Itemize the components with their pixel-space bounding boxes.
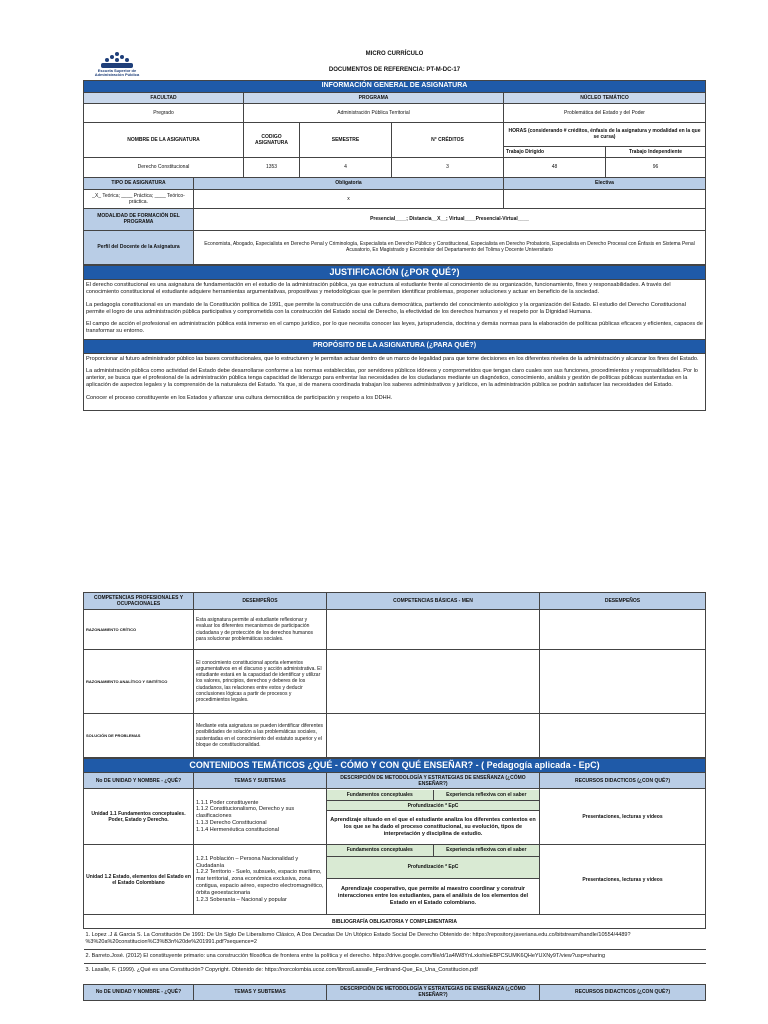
tema-item: 1.2.1 Población – Persona Nacionalidad y Ciudadanía: [196, 855, 299, 869]
unit-recursos: Presentaciones, lecturas y videos: [540, 845, 706, 915]
competencias-col-basicas: COMPETENCIAS BÁSICAS - MEN: [327, 593, 540, 610]
justificacion-title: JUSTIFICACIÓN (¿POR QUÉ?): [84, 265, 706, 279]
competencias-col-profesionales: COMPETENCIAS PROFESIONALES Y OCUPACIONALES: [84, 593, 194, 610]
perfil-label: Perfil del Docente de la Asignatura: [84, 230, 194, 264]
horas-dirigido-value: 48: [504, 157, 606, 177]
unit-temas: [194, 845, 327, 915]
bibliografia-item: 3. Lasalle, F. (1999). ¿Qué es una Constitución? Copyright. Obtenido de: https://norcolombia.ucoz.com/libros/Lassalle_Ferdinand-Que_Es_Una_Constitucion.pdf: [84, 963, 706, 984]
tipo-options: _X_ Teórica; ____ Práctica; ____ Teórico-práctica.: [84, 189, 194, 208]
bibliografia-title: BIBLIOGRAFÍA OBLIGATORIA Y COMPLEMENTARIA: [84, 915, 706, 929]
tema-item: 1.1.4 Hermenéutica constitucional: [196, 827, 279, 834]
tema-item: 1.1.2 Constitucionalismo, Derecho y sus clasificaciones: [196, 806, 295, 820]
modalidad-value: Presencial____; Distancia__X__; Virtual____Presencial-Virtual____: [194, 208, 706, 230]
section-general-title: INFORMACIÓN GENERAL DE ASIGNATURA: [84, 81, 706, 93]
competencia-desempeno: Mediante esta asignatura se pueden identificar diferentes posibilidades de solución a las problemáticas sociales, sustentadas en el conocimiento del estatuto superior y el bloque de constitucionalidad.: [194, 714, 327, 758]
competencia-row: [84, 650, 706, 714]
esap-logo-icon: [97, 51, 137, 69]
horas-label: HORAS (considerando # créditos, énfasis de la asignatura y modalidad en la que se cursa): [504, 122, 706, 146]
competencias-col-desempenos: DESEMPEÑOS: [194, 593, 327, 610]
microcurriculum-block-1: [83, 48, 706, 411]
justificacion-paragraph: El derecho constitucional es una asignatura de fundamentación en el estudio de la administración pública, ya que estructura al estudiante frente al conocimiento de su organización, funcionamiento, fines y responsabilidades. A través del conocimiento constitucional el estudiante adquiere herramientas argumentativas, propositivas y metodológicas que le permiten identificar problemas, proponer soluciones y actuar en beneficio de la sociedad.: [86, 282, 671, 296]
trabajo-dirigido-label: Trabajo Dirigido: [504, 146, 606, 157]
unit-metodologia: [327, 845, 540, 915]
contenidos-col-temas: TEMAS Y SUBTEMAS: [194, 773, 327, 789]
contenidos-col-recursos: RECURSOS DIDACTICOS (¿CON QUÉ?): [540, 773, 706, 789]
nombre-value: Derecho Constitucional: [84, 157, 244, 177]
doc-title: MICRO CURRÍCULO: [365, 51, 424, 58]
tema-item: 1.2.2 Territorio - Suelo, subsuelo, espacio marítimo, mar territorial, zona económica exclusiva, zona contigua, espacio aéreo, espectro electromagnético, órbita geoestacionaria: [196, 869, 324, 897]
programa-value: Administración Pública Territorial: [244, 103, 504, 122]
contenidos-table: [83, 758, 706, 1001]
competencia-name: RAZONAMIENTO ANALÍTICO Y SINTÉTICO: [84, 650, 194, 714]
competencia-row: [84, 610, 706, 650]
unit-recursos: Presentaciones, lecturas y videos: [540, 789, 706, 845]
creditos-label: N° CRÉDITOS: [392, 122, 504, 157]
profundizacion-label: Profundización * EpC: [327, 856, 539, 878]
competencia-name: SOLUCIÓN DE PROBLEMAS: [84, 714, 194, 758]
codigo-value: 1353: [244, 157, 300, 177]
unit-row: [84, 789, 706, 845]
unit-name: Unidad 1.1 Fundamentos conceptuales. Poder, Estado y Derecho.: [84, 789, 194, 845]
unit-name: Unidad 1.2 Estado, elementos del Estado en el Estado Colombiano: [84, 845, 194, 915]
justificacion-paragraph: El campo de acción el profesional en administración pública está inmerso en el campo jurídico, por lo que necesita conocer las leyes, jurisprudencia, doctrina y demás normas para la elaboración de políticas públicas eficaces y eficientes, capaces de transformar su entorno.: [86, 321, 703, 335]
profundizacion-label: Profundización * EpC: [327, 801, 539, 811]
tema-item: 1.2.3 Soberanía – Nacional y popular: [196, 896, 287, 903]
competencia-desempeno: El conocimiento constitucional aporta elementos argumentativos en el discurso y acción administrativa. El estudiante estará en la capacidad de identificar y utilizar los valores, principios, derechos y deberes de los ciudadanos, las relaciones entre estos y deducir conclusiones lógicas a partir de procesos y procedimientos legales.: [194, 650, 327, 714]
competencia-desempeno: Esta asignatura permite al estudiante reflexionar y evaluar los diferentes mecanismos de participación ciudadana y de protección de los derechos humanos para solucionar problemáticas sociales.: [194, 610, 327, 650]
logo-text: Escuela Superior de Administración Pública: [94, 67, 140, 77]
experiencia-label: Experiencia reflexiva con el saber: [433, 790, 539, 801]
nucleo-value: Problemática del Estado y del Poder: [504, 103, 706, 122]
microcurriculum-block-2: [83, 592, 706, 1001]
proposito-paragraph: La administración pública como actividad del Estado debe desarrollarse conforme a las normas establecidas, por servidores públicos idóneos y comprometidos que tengan claro cuales son sus funciones, procedimientos y responsabilidades. Por lo anterior, se busca que el profesional de la administración pública tenga capacidad de liderazgo para enfrentar las necesidades de los ciudadanos mediante un diagnóstico, conocimiento, análisis y gestión de políticas públicas sustentadas en la aplicación de aspectos legales y la comprensión de la naturaleza del Estado. Ya que, si de manera coordinada trabajan los saberes administrativos y jurídicos, en la administración pública se podrán satisfacer las necesidades del Estado.: [86, 367, 698, 389]
codigo-label: CODIGO ASIGNATURA: [244, 122, 300, 157]
contenidos-col-recursos-repeat: RECURSOS DIDACTICOS (¿CON QUÉ?): [540, 984, 706, 1000]
contenidos-col-unidad-repeat: No DE UNIDAD Y NOMBRE - ¿QUÉ?: [84, 984, 194, 1000]
contenidos-col-metodologia: DESCRIPCIÓN DE METODOLOGÍA Y ESTRATEGIAS DE ENSEÑANZA (¿CÓMO ENSEÑAR?): [327, 773, 540, 789]
semestre-label: SEMESTRE: [300, 122, 392, 157]
competencia-name: RAZONAMIENTO CRÍTICO: [84, 610, 194, 650]
competencias-col-desempenos-2: DESEMPEÑOS: [540, 593, 706, 610]
bibliografia-item: 2. Barreto.José. (2012) El constituyente primario: una construcción filosófica de frontera entre la política y el derecho. https://drive.google.com/file/d/1a4lW8YnLxkxhieEBPCSUMK6QHeYUXNy9T/view?usp=sharing: [84, 950, 706, 964]
contenidos-col-temas-repeat: TEMAS Y SUBTEMAS: [194, 984, 327, 1000]
bibliografia-item: 1. Lopez .J & Garcia S. La Constitución De 1991: De Un Siglo De Liberalismo Clásico, A Dos Decadas De Un Utópico Estado Social De Derecho Obtenido de: https://repository.javeriana.edu.co/bitstream/handle/10554/4489?%3%20a%20constitucion%C3%B3n%20de%201991.pdf?sequence=2: [84, 929, 706, 950]
proposito-paragraph: Conocer el proceso constituyente en los Estados y afianzar una cultura democrática de participación y respeto a los DDHH.: [86, 394, 393, 401]
proposito-paragraph: Proporcionar al futuro administrador público las bases constitucionales, que lo estructuren y le permitan actuar dentro de un marco de legalidad para que tome decisiones en los diferentes niveles de la administración y alcanzar los fines del Estado.: [86, 355, 699, 362]
facultad-label: FACULTAD: [84, 92, 244, 103]
electiva-label: Electiva: [504, 177, 706, 189]
unit-metodologia: [327, 789, 540, 845]
justificacion-table: [83, 265, 706, 411]
creditos-value: 3: [392, 157, 504, 177]
justificacion-paragraph: La pedagogía constitucional es un mandato de la Constitución política de 1991, que permite la construcción de una cultura democrática, partiendo del conocimiento axiológico y la organización del Estado. El estudio del Derecho Constitucional permite el logro de una administración pública participativa y comprometida con la construcción del Estado social de Derecho, la efectividad de los derechos humanos y el respeto por la Dignidad Humana.: [86, 301, 686, 315]
metodologia-text: Aprendizaje situado en el que el estudiante analiza los diferentes contextos en los que se ha dado el proceso constitucional, su evolución, tipos de interpretación y disciplina de estudio.: [330, 817, 536, 837]
obligatoria-label: Obligatoria: [194, 177, 504, 189]
fundamentos-label: Fundamentos conceptuales: [327, 845, 433, 856]
nombre-label: NOMBRE DE LA ASIGNATURA: [84, 122, 244, 157]
nucleo-label: NÚCLEO TEMÁTICO: [504, 92, 706, 103]
horas-independiente-value: 96: [606, 157, 706, 177]
proposito-title: PROPÓSITO DE LA ASIGNATURA (¿PARA QUÉ?): [84, 339, 706, 353]
modalidad-label: MODALIDAD DE FORMACIÓN DEL PROGRAMA: [84, 208, 194, 230]
programa-label: PROGRAMA: [244, 92, 504, 103]
contenidos-col-metodologia-repeat: DESCRIPCIÓN DE METODOLOGÍA Y ESTRATEGIAS DE ENSEÑANZA (¿CÓMO ENSEÑAR?): [327, 984, 540, 1000]
esap-logo: [87, 51, 147, 78]
tema-item: 1.1.3 Derecho Constitucional: [196, 820, 267, 827]
tema-item: 1.1.1 Poder constituyente: [196, 799, 259, 806]
metodologia-text: Aprendizaje cooperativo, que permite al maestro coordinar y construir interacciones entre los estudiantes, para el análisis de los elementos del Estado en el Estado colombiano.: [337, 886, 529, 906]
facultad-value: Pregrado: [84, 103, 244, 122]
general-info-table: [83, 80, 706, 265]
obligatoria-mark: x: [194, 189, 504, 208]
unit-row: [84, 845, 706, 915]
unit-temas: [194, 789, 327, 845]
fundamentos-label: Fundamentos conceptuales: [327, 790, 433, 801]
logo-cell: [83, 48, 193, 80]
experiencia-label: Experiencia reflexiva con el saber: [433, 845, 539, 856]
perfil-value: Economista, Abogado, Especialista en Derecho Penal y Criminología, Especialista en Derecho Público y Constitucional, Especialista en Derecho Probatorio, Especialista en Derecho Procesal con Énfasis en Sistema Penal Acusatorio, Ex Magistrado y Excontralor del Departamento del Tolima y Docente Universitario: [194, 230, 706, 264]
semestre-value: 4: [300, 157, 392, 177]
tipo-label: TIPO DE ASIGNATURA: [84, 177, 194, 189]
doc-reference: DOCUMENTOS DE REFERENCIA: PT-M-DC-17: [328, 67, 461, 74]
competencia-row: [84, 714, 706, 758]
contenidos-col-unidad: No DE UNIDAD Y NOMBRE - ¿QUÉ?: [84, 773, 194, 789]
header-table: [83, 48, 706, 80]
trabajo-independiente-label: Trabajo Independiente: [606, 146, 706, 157]
competencias-table: [83, 592, 706, 758]
contenidos-title: CONTENIDOS TEMÁTICOS ¿QUÉ - CÓMO Y CON QUÉ ENSEÑAR? - ( Pedagogía aplicada - EpC): [84, 759, 706, 773]
